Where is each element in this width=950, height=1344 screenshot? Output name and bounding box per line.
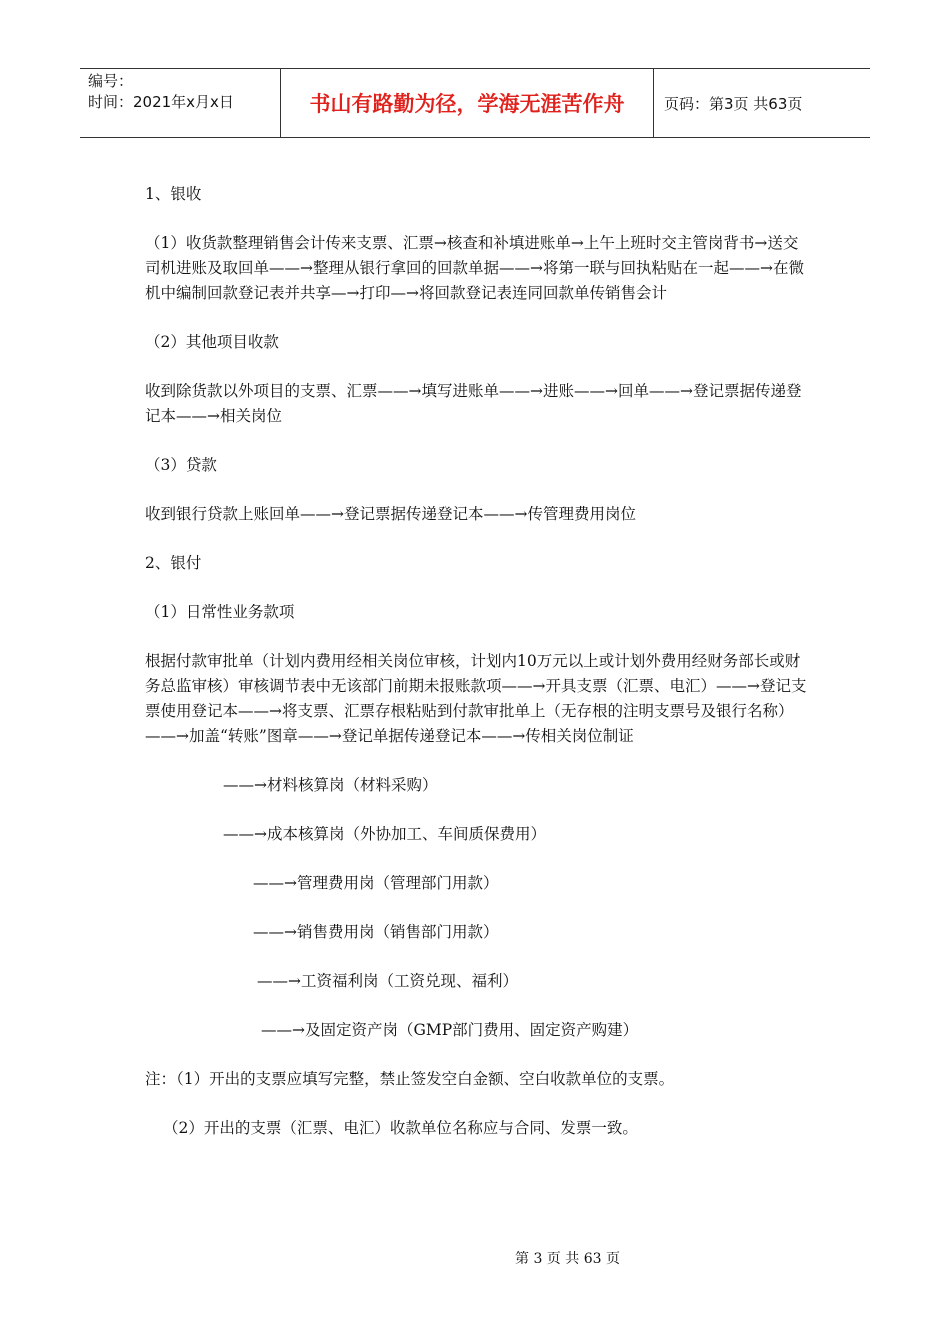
header-meta	[80, 69, 280, 137]
subsection-heading: （3）贷款	[145, 456, 217, 474]
flow-step: ——→成本核算岗（外协加工、车间质保费用）	[223, 825, 546, 843]
flow-step: ——→工资福利岗（工资兑现、福利）	[257, 972, 518, 990]
document-body	[145, 182, 810, 1165]
subsection-heading: （1）日常性业务款项	[145, 603, 295, 621]
flow-step: ——→及固定资产岗（GMP部门费用、固定资产购建）	[261, 1021, 639, 1039]
section-heading: 2、银付	[145, 554, 202, 572]
paragraph: 收到银行贷款上账回单——→登记票据传递登记本——→传管理费用岗位	[145, 505, 636, 523]
page-footer: 第 3 页 共 63 页	[515, 1251, 620, 1267]
section-heading: 1、银收	[145, 185, 202, 203]
number-label: 编号：	[88, 72, 134, 90]
paragraph: 根据付款审批单（计划内费用经相关岗位审核，计划内10万元以上或计划外费用经财务部长或财务总监审核）审核调节表中无该部门前期未报账款项——→开具支票（汇票、电汇）——→登记支票使用登记本——→将支票、汇票存根粘贴到付款审批单上（无存根的注明支票号及银行名称）——→加盖“转账”图章——→登记单据传递登记本——→传相关岗位制证	[145, 652, 807, 745]
page-header	[80, 68, 870, 138]
paragraph: （1）收货款整理销售会计传来支票、汇票→核查和补填进账单→上午上班时交主管岗背书→送交司机进账及取回单——→整理从银行拿回的回款单据——→将第一联与回执粘贴在一起——→在微机中编制回款登记表并共享—→打印—→将回款登记表连同回款单传销售会计	[145, 234, 804, 302]
subsection-heading: （2）其他项目收款	[145, 333, 279, 351]
time-label: 时间：2021年x月x日	[88, 93, 234, 111]
note: （2）开出的支票（汇票、电汇）收款单位名称应与合同、发票一致。	[163, 1119, 638, 1137]
flow-step: ——→材料核算岗（材料采购）	[223, 776, 438, 794]
header-motto: 书山有路勤为径，学海无涯苦作舟	[280, 69, 654, 137]
note: 注：（1）开出的支票应填写完整，禁止签发空白金额、空白收款单位的支票。	[145, 1070, 675, 1088]
header-page-info: 页码：第3页 共63页	[664, 94, 803, 113]
flow-step: ——→销售费用岗（销售部门用款）	[253, 923, 499, 941]
flow-step: ——→管理费用岗（管理部门用款）	[253, 874, 499, 892]
paragraph: 收到除货款以外项目的支票、汇票——→填写进账单——→进账——→回单——→登记票据传递登记本——→相关岗位	[145, 382, 802, 425]
